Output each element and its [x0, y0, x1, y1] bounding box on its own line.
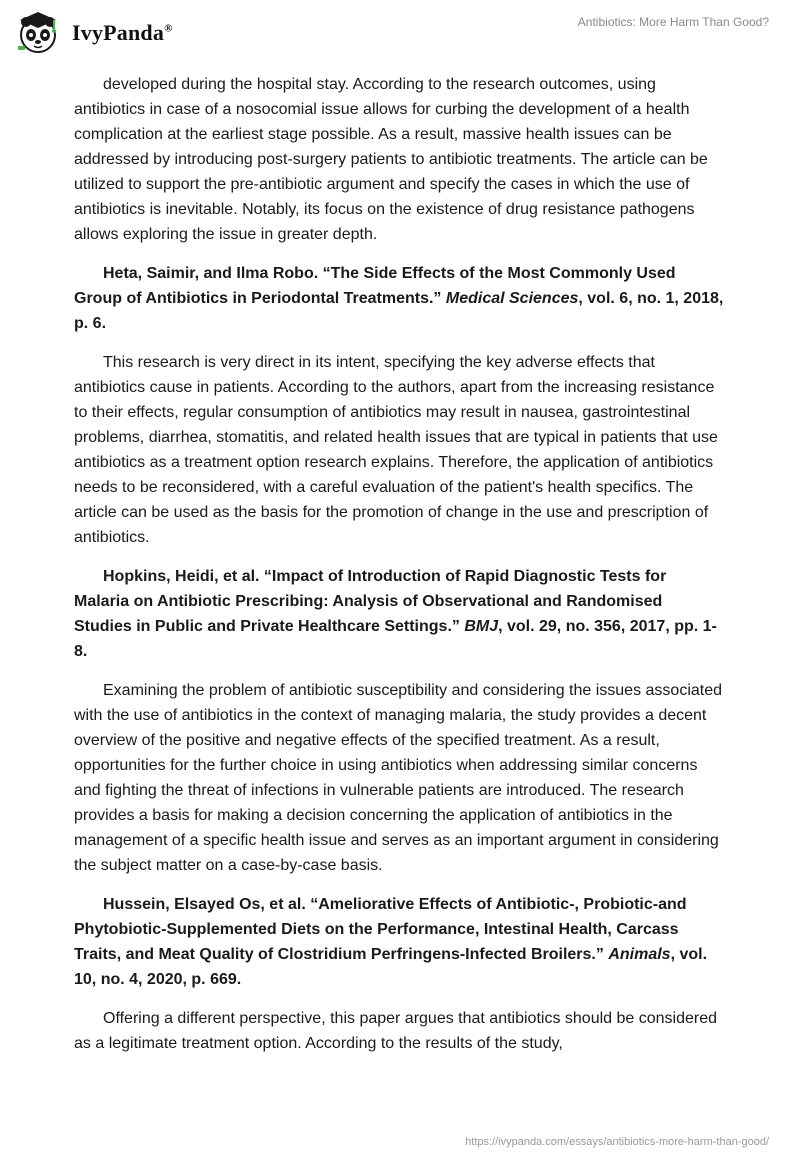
- citation-hopkins-text: Hopkins, Heidi, et al. “Impact of Introduction of Rapid Diagnostic Tests for Malaria on Antibiotic Prescribing: Analysis of Observational and Randomised Studies in Public and Private Healthcare Settings.”: [74, 568, 667, 635]
- citation-hussein-details: , vol. 10, no. 4, 2020, p. 669.: [74, 946, 708, 988]
- paragraph-continuation: developed during the hospital stay. According to the research outcomes, using antibiotics in case of a nosocomial issue allows for curbing the development of a health complication at the earliest stage possible. As a result, massive health issues can be addressed by introducing post-surgery patients to antibiotic treatments. The article can be utilized to support the pre-antibiotic argument and specify the cases in which the use of antibiotics is inevitable. Notably, its focus on the existence of drug resistance pathogens allows exploring the issue in greater depth.: [74, 76, 708, 243]
- panda-logo-icon[interactable]: [14, 8, 62, 56]
- registered-mark: ®: [164, 22, 173, 35]
- essay-content: [74, 72, 724, 1070]
- citation-hussein: [74, 892, 724, 992]
- paragraph-heta-summary: This research is very direct in its intent, specifying the key adverse effects that antibiotics cause in patients. According to the authors, apart from the increasing resistance to their effects, regular consumption of antibiotics may result in nausea, gastrointestinal problems, diarrhea, stomatitis, and related health issues that are typical in patients that use antibiotics as a treatment option research explains. Therefore, the application of antibiotics needs to be reconsidered, with a careful evaluation of the patient's health specifics. The article can be used as the basis for the promotion of change in the use and prescription of antibiotics.: [74, 354, 718, 546]
- citation-hopkins-journal: BMJ: [464, 618, 499, 635]
- citation-hussein-journal: Animals: [608, 946, 671, 963]
- paragraph-hopkins-summary: Examining the problem of antibiotic susceptibility and considering the issues associated with the use of antibiotics in the context of managing malaria, the study provides a decent overview of the positive and negative effects of the specified treatment. As a result, opportunities for the further choice in using antibiotics when addressing similar concerns and fighting the threat of infections in vulnerable patients are introduced. The research provides a basis for making a decision concerning the application of antibiotics in the management of a specific health issue and serves as an important argument in considering the subject matter on a case-by-case basis.: [74, 682, 723, 874]
- citation-heta-text: Heta, Saimir, and Ilma Robo. “The Side Effects of the Most Commonly Used Group of Antibiotics in Periodontal Treatments.”: [74, 265, 676, 307]
- citation-hussein-text: Hussein, Elsayed Os, et al. “Ameliorative Effects of Antibiotic-, Probiotic-and Phytobiotic-Supplemented Diets on the Performance, Intestinal Health, Carcass Traits, and Meat Quality of Clostridium Perfringens-Infected Broilers.”: [74, 896, 687, 963]
- citation-heta-journal: Medical Sciences: [445, 290, 579, 307]
- citation-heta: [74, 261, 724, 336]
- paragraph-hussein-summary: Offering a different perspective, this paper argues that antibiotics should be considered as a legitimate treatment option. According to the results of the study,: [74, 1010, 718, 1052]
- citation-hopkins: [74, 564, 724, 664]
- citation-hopkins-details: , vol. 29, no. 356, 2017, pp. 1-8.: [74, 618, 717, 660]
- document-title: Antibiotics: More Harm Than Good?: [577, 15, 769, 29]
- page-header: [0, 0, 800, 70]
- brand-name[interactable]: [72, 20, 173, 46]
- brand-label: IvyPanda: [72, 20, 165, 45]
- source-url[interactable]: https://ivypanda.com/essays/antibiotics-more-harm-than-good/: [465, 1136, 769, 1148]
- citation-heta-details: , vol. 6, no. 1, 2018, p. 6.: [74, 290, 724, 332]
